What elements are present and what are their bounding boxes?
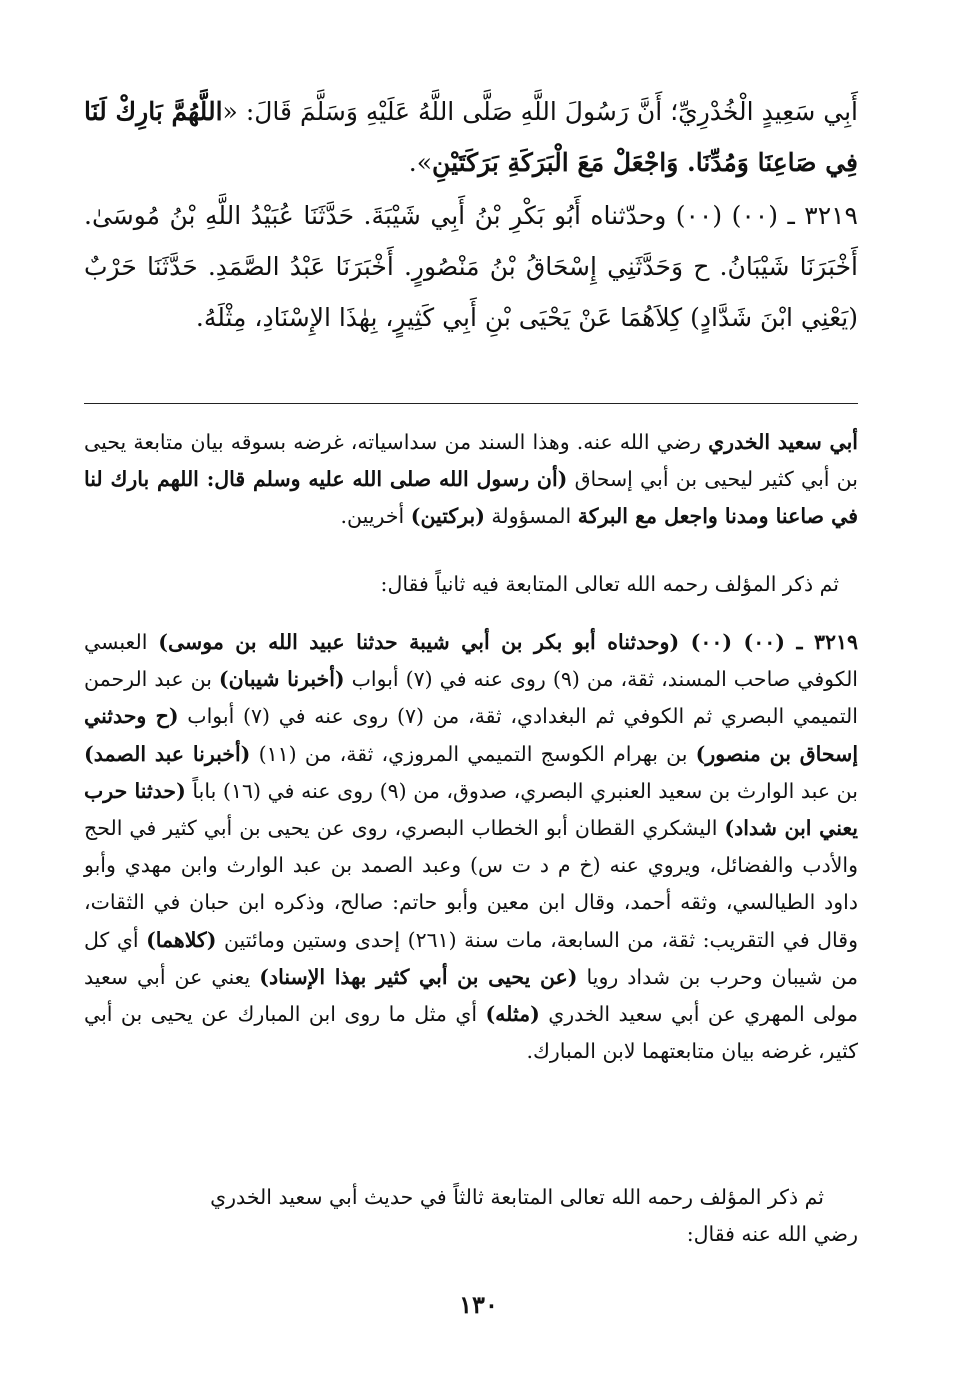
commentary-2-text-8: أي مثل ما روى ابن المبارك عن يحيى بن أبي كثير، غرضه بيان متابعتهما لابن المبارك. xyxy=(84,1002,858,1064)
commentary-2-text-7: يعني عن أبي سعيد مولى المهري عن أبي سعيد الخدري xyxy=(84,964,859,1027)
commentary-paragraph-1 xyxy=(84,424,858,536)
page-number: ١٣٠ xyxy=(459,1290,498,1319)
commentary-paragraph-2 xyxy=(84,624,858,1070)
commentary-2-bold-7: (عن يحيى بن أبي كثير بهذا الإسناد) xyxy=(259,964,578,989)
commentary-1-bold-3: (بركتين) xyxy=(410,504,485,529)
hadith-1-prophet-saying: اللَّهُمَّ بَارِكْ لَنَا فِي صَاعِنَا وَمُدِّنَا. وَاجْعَلْ مَعَ الْبَرَكَةِ بَرَكَتَيْنِ xyxy=(84,97,858,177)
commentary-2-bold-3: (ح وحدثني إسحاق بن منصور) xyxy=(84,704,859,766)
commentary-1-bold-2: (أن رسول الله صلى الله عليه وسلم قال: اللهم بارك لنا في صاعنا ومدنا واجعل مع البركة xyxy=(84,467,858,529)
intro-line-1: ثم ذكر المؤلف رحمه الله تعالى المتابعة فيه ثانياً فقال: xyxy=(380,572,839,596)
commentary-2-text-4: بن عبد الوارث بن سعيد العنبري البصري، صدوق، من (٩) روى عنه في (١٦) باباً xyxy=(185,778,858,803)
hadith-paragraph-1 xyxy=(84,86,858,188)
commentary-2-text-5: اليشكري القطان أبو الخطاب البصري، روى عن يحيى بن أبي كثير في الحج والأدب والفضائل، ويروي عنه (خ م د ت س) وعبد الصمد بن عبد الوارث وابن مهدي وأبو داود الطيالسي، وثقه أحمد، وقال ابن معين وأبو حاتم: صالح، وذكره ابن حبان في الثقات، وقال في التقريب: ثقة، من السابعة، مات سنة (٢٦١) إحدى وستين ومائتين xyxy=(84,816,858,952)
footnote-divider xyxy=(84,403,858,404)
commentary-2-bold-6: (كلاهما) xyxy=(146,927,217,952)
intro-2-line-1: ثم ذكر المؤلف رحمه الله تعالى المتابعة ثالثاً في حديث أبي سعيد الخدري xyxy=(210,1185,824,1209)
commentary-1-bold-1: أبي سعيد الخدري xyxy=(708,430,858,454)
commentary-2-bold-2: (أخبرنا شيبان) xyxy=(218,667,345,692)
hadith-2-text: ٣٢١٩ ـ (٠٠) (٠٠) وحدّثناه أَبُو بَكْرِ بْنُ أَبِي شَيْبَةَ. حَدَّثَنَا عُبَيْدُ اللَّهِ بْنُ مُوسَىٰ. أَخْبَرَنَا شَيْبَانُ. ح وَحَدَّثَنِي إِسْحَاقُ بْنُ مَنْصُورٍ. أَخْبَرَنَا عَبْدُ الصَّمَدِ. حَدَّثَنَا حَرْبٌ (يَعْنِي ابْنَ شَدَّادٍ) كِلاَهُمَا عَنْ يَحْيَى بْنِ أَبِي كَثِيرٍ، بِهٰذَا الإِسْنَادِ، مِثْلَهُ. xyxy=(84,201,858,332)
intro-2-line-2: رضي الله عنه فقال: xyxy=(686,1222,858,1246)
hadith-paragraph-2 xyxy=(84,190,858,343)
commentary-2-bold-8: (مثله) xyxy=(485,1002,540,1027)
intro-paragraph-2 xyxy=(84,1179,858,1253)
commentary-2-text-3: بن بهرام الكوسج التميمي المروزي، ثقة، من (١١) xyxy=(250,741,696,766)
commentary-2-bold-1: ٣٢١٩ ـ (٠٠) (٠٠) (وحدثناه أبو بكر بن أبي شيبة حدثنا عبيد الله بن موسى) xyxy=(158,630,858,654)
commentary-1-text-1: رضي الله عنه. وهذا السند من سداسياته، غرضه بسوقه بيان متابعة يحيى بن أبي كثير ليحيى بن أبي إسحاق xyxy=(84,430,858,492)
commentary-2-text-2: بن عبد الرحمن التميمي البصري ثم الكوفي ثم البغدادي، ثقة، من (٧) روى عنه في (٧) أبواب xyxy=(84,667,858,729)
commentary-1-text-2: المسؤولة xyxy=(484,504,578,529)
commentary-1-text-3: أخريين. xyxy=(340,504,411,529)
commentary-2-bold-4: (أخبرنا عبد الصمد) xyxy=(84,741,251,766)
commentary-2-text-1: العبسي الكوفي صاحب المسند، ثقة، من (٩) روى عنه في (٧) أبواب xyxy=(84,630,859,692)
hadith-1-text-b: ». xyxy=(408,148,433,177)
commentary-2-bold-5: (حدثنا حرب يعني ابن شداد) xyxy=(84,778,858,841)
commentary-2-text-6: أي كل من شيبان وحرب بن شداد رويا xyxy=(84,927,858,989)
hadith-1-text-a: أَبِي سَعِيدٍ الْخُدْرِيِّ؛ أَنَّ رَسُولَ اللَّهِ صَلَّى اللَّهُ عَلَيْهِ وَسَلَّمَ قَالَ: « xyxy=(222,97,858,126)
